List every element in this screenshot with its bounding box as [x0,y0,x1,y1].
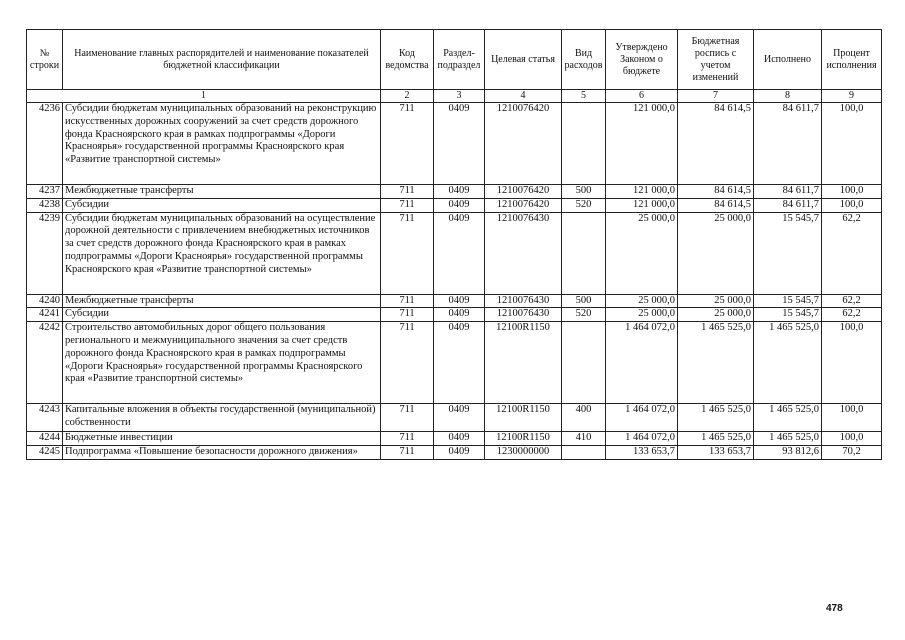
row-section: 0409 [434,198,485,212]
row-dept-code: 711 [381,103,434,185]
column-number: 1 [27,90,381,103]
row-dept-code: 711 [381,445,434,459]
table-row [27,185,882,199]
row-budget-list: 1 465 525,0 [678,432,754,446]
row-name: Подпрограмма «Повышение безопасности дорожного движения» [63,445,381,459]
row-dept-code: 711 [381,322,434,404]
header-name: Наименование главных распорядителей и наименование показателей бюджетной классификации [63,30,381,90]
row-section: 0409 [434,308,485,322]
header-row [27,30,882,90]
row-executed: 1 465 525,0 [754,432,822,446]
row-target: 1210076430 [485,308,562,322]
column-number: 7 [678,90,754,103]
row-dept-code: 711 [381,185,434,199]
row-percent: 62,2 [822,212,882,294]
row-budget-list: 133 653,7 [678,445,754,459]
row-budget-list: 25 000,0 [678,294,754,308]
row-executed: 1 465 525,0 [754,322,822,404]
row-approved: 133 653,7 [606,445,678,459]
table-row [27,445,882,459]
row-approved: 25 000,0 [606,308,678,322]
table-row [27,404,882,432]
row-number: 4243 [27,404,63,432]
row-budget-list: 25 000,0 [678,308,754,322]
row-expense-type: 500 [562,294,606,308]
table-row [27,322,882,404]
row-target: 12100R1150 [485,404,562,432]
row-approved: 1 464 072,0 [606,404,678,432]
row-target: 1210076430 [485,294,562,308]
row-approved: 121 000,0 [606,103,678,185]
row-section: 0409 [434,322,485,404]
row-number: 4239 [27,212,63,294]
row-name: Субсидии [63,198,381,212]
row-dept-code: 711 [381,198,434,212]
row-executed: 15 545,7 [754,294,822,308]
row-approved: 25 000,0 [606,294,678,308]
row-expense-type: 520 [562,198,606,212]
column-number: 9 [822,90,882,103]
row-percent: 70,2 [822,445,882,459]
page-number: 478 [826,603,843,614]
row-number: 4242 [27,322,63,404]
row-section: 0409 [434,212,485,294]
column-numbers-row [27,90,882,103]
header-row-no: № строки [27,30,63,90]
row-expense-type [562,103,606,185]
row-approved: 121 000,0 [606,185,678,199]
row-percent: 62,2 [822,308,882,322]
row-percent: 100,0 [822,103,882,185]
row-number: 4236 [27,103,63,185]
row-percent: 100,0 [822,185,882,199]
row-budget-list: 25 000,0 [678,212,754,294]
table-row [27,432,882,446]
row-executed: 15 545,7 [754,308,822,322]
row-name: Бюджетные инвестиции [63,432,381,446]
row-dept-code: 711 [381,432,434,446]
row-section: 0409 [434,404,485,432]
row-expense-type: 410 [562,432,606,446]
table-row [27,308,882,322]
row-dept-code: 711 [381,404,434,432]
row-expense-type: 400 [562,404,606,432]
row-target: 12100R1150 [485,322,562,404]
row-approved: 1 464 072,0 [606,322,678,404]
header-budget-list: Бюджетная роспись с учетом изменений [678,30,754,90]
table-row [27,198,882,212]
row-target: 12100R1150 [485,432,562,446]
row-executed: 1 465 525,0 [754,404,822,432]
row-budget-list: 1 465 525,0 [678,322,754,404]
row-executed: 84 611,7 [754,185,822,199]
row-expense-type: 500 [562,185,606,199]
row-dept-code: 711 [381,212,434,294]
header-target: Целевая статья [485,30,562,90]
row-target: 1210076420 [485,185,562,199]
column-number: 5 [562,90,606,103]
row-name: Межбюджетные трансферты [63,294,381,308]
row-name: Капитальные вложения в объекты государственной (муниципальной) собственности [63,404,381,432]
row-number: 4244 [27,432,63,446]
header-dept-code: Код ведомства [381,30,434,90]
row-expense-type [562,322,606,404]
row-number: 4240 [27,294,63,308]
row-section: 0409 [434,185,485,199]
row-executed: 93 812,6 [754,445,822,459]
row-budget-list: 84 614,5 [678,185,754,199]
row-section: 0409 [434,445,485,459]
row-budget-list: 84 614,5 [678,103,754,185]
row-target: 1210076420 [485,103,562,185]
row-percent: 100,0 [822,404,882,432]
row-percent: 100,0 [822,432,882,446]
row-approved: 25 000,0 [606,212,678,294]
row-name: Субсидии бюджетам муниципальных образований на реконструкцию искусственных дорожных сооружений за счет средств дорожного фонда Красноярского края в рамках подпрограммы «Дороги Красноярья» государственной программы Красноярского края «Развитие транспортной системы» [63,103,381,185]
row-percent: 62,2 [822,294,882,308]
table-row [27,294,882,308]
row-approved: 1 464 072,0 [606,432,678,446]
row-target: 1230000000 [485,445,562,459]
table-row [27,103,882,185]
header-expense-type: Вид расходов [562,30,606,90]
row-number: 4241 [27,308,63,322]
row-section: 0409 [434,103,485,185]
row-section: 0409 [434,432,485,446]
header-section: Раздел-подраздел [434,30,485,90]
row-expense-type [562,445,606,459]
row-executed: 84 611,7 [754,103,822,185]
table-body [27,103,882,460]
row-target: 1210076420 [485,198,562,212]
row-number: 4237 [27,185,63,199]
row-target: 1210076430 [485,212,562,294]
row-number: 4238 [27,198,63,212]
row-expense-type: 520 [562,308,606,322]
budget-table [26,29,882,460]
row-percent: 100,0 [822,198,882,212]
row-name: Субсидии бюджетам муниципальных образований на осуществление дорожной деятельности с привлечением внебюджетных источников за счет средств дорожного фонда Красноярского края в рамках подпрограммы «Дороги Красноярья» государственной программы Красноярского края «Развитие транспортной системы» [63,212,381,294]
row-dept-code: 711 [381,308,434,322]
row-approved: 121 000,0 [606,198,678,212]
row-expense-type [562,212,606,294]
row-budget-list: 1 465 525,0 [678,404,754,432]
row-executed: 84 611,7 [754,198,822,212]
row-name: Строительство автомобильных дорог общего пользования регионального и межмуниципального значения за счет средств дорожного фонда Красноярского края в рамках подпрограммы «Дороги Красноярья» государственной программы Красноярского края «Развитие транспортной системы» [63,322,381,404]
column-number: 6 [606,90,678,103]
row-number: 4245 [27,445,63,459]
row-percent: 100,0 [822,322,882,404]
row-section: 0409 [434,294,485,308]
row-name: Субсидии [63,308,381,322]
row-name: Межбюджетные трансферты [63,185,381,199]
row-budget-list: 84 614,5 [678,198,754,212]
header-approved: Утверждено Законом о бюджете [606,30,678,90]
column-number: 3 [434,90,485,103]
column-number: 2 [381,90,434,103]
header-percent: Процент исполнения [822,30,882,90]
row-dept-code: 711 [381,294,434,308]
column-number: 4 [485,90,562,103]
table-row [27,212,882,294]
column-number: 8 [754,90,822,103]
header-executed: Исполнено [754,30,822,90]
row-executed: 15 545,7 [754,212,822,294]
